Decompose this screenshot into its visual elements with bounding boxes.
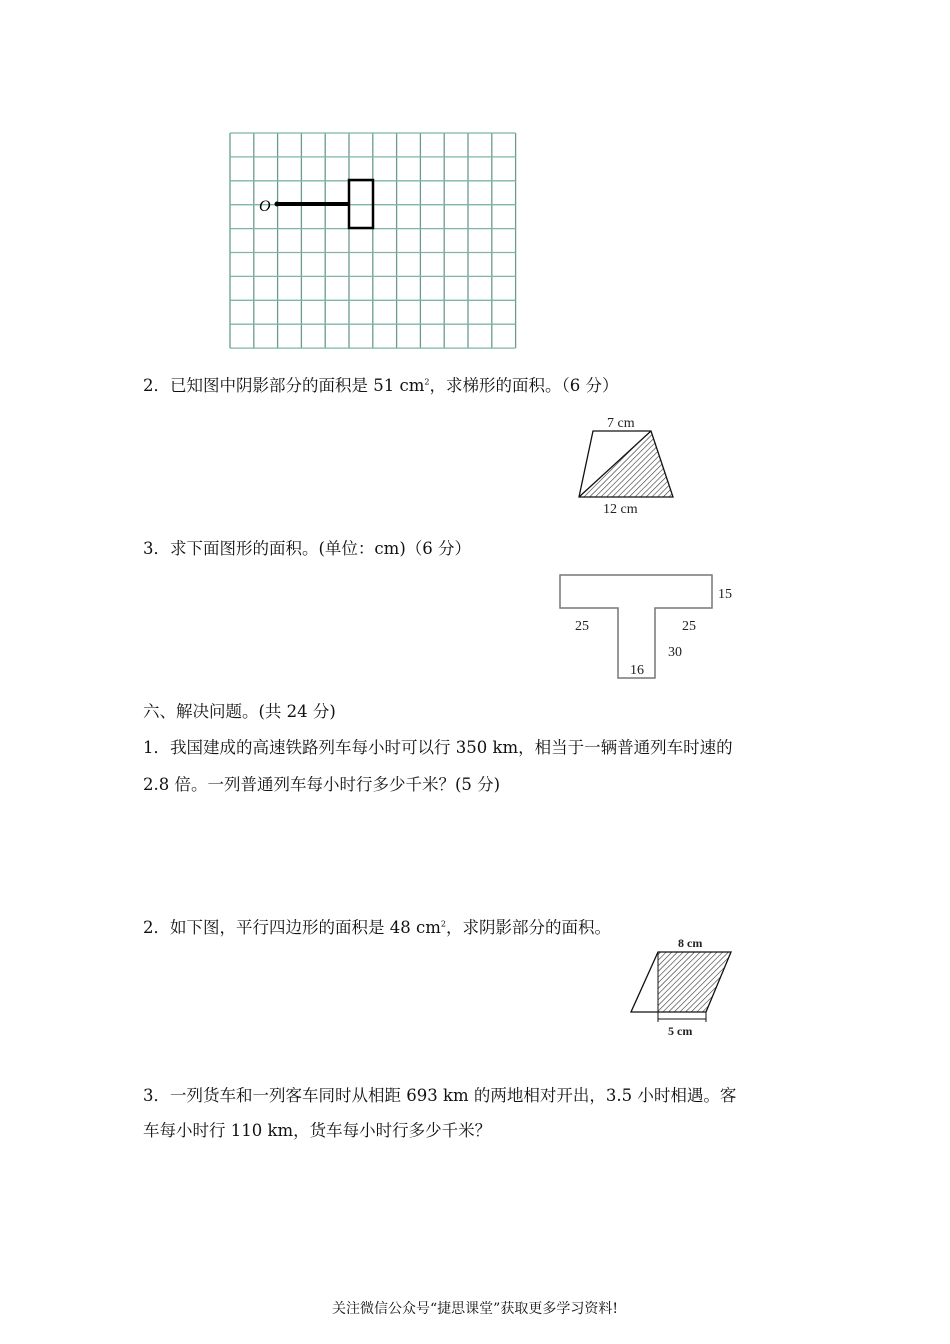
- t-shape-figure: [560, 575, 732, 678]
- footer-note: 关注微信公众号“捷思课堂”获取更多学习资料!: [332, 1301, 618, 1317]
- grid-figure: [230, 133, 516, 348]
- origin-label: O: [259, 198, 271, 215]
- question-6-1-line1: 1．我国建成的高速铁路列车每小时可以行 350 km，相当于一辆普通列车时速的: [143, 738, 733, 757]
- rectangle-shape: [349, 180, 373, 228]
- t-label-left: 25: [575, 619, 589, 634]
- trapezoid-figure: [579, 416, 673, 517]
- question-6-3-line2: 车每小时行 110 km，货车每小时行多少千米？: [143, 1121, 492, 1140]
- question-5-2: 2．已知图中阴影部分的面积是 51 $cm^2$，求梯形的面积。（6 分）: [143, 376, 619, 395]
- parallelogram-figure: [631, 936, 731, 1038]
- parallelogram-top-label: 8 cm: [678, 936, 703, 950]
- point-o: [275, 202, 280, 207]
- section-6-title: 六、解决问题。(共 24 分): [143, 702, 336, 721]
- parallelogram-bottom-label: 5 cm: [668, 1024, 693, 1038]
- question-6-3-line1: 3．一列货车和一列客车同时从相距 693 km 的两地相对开出，3.5 小时相遇。客: [143, 1086, 737, 1105]
- question-6-2: 2．如下图，平行四边形的面积是 48 $cm^2$，求阴影部分的面积。: [143, 918, 611, 937]
- t-label-right-25: 25: [682, 619, 696, 634]
- shaded-triangle: [579, 431, 673, 497]
- t-label-height: 30: [668, 645, 682, 660]
- trapezoid-bottom-label: 12 cm: [603, 502, 638, 517]
- t-label-width: 16: [630, 663, 644, 678]
- question-6-1-line2: 2.8 倍。一列普通列车每小时行多少千米？(5 分): [143, 775, 501, 794]
- trapezoid-top-label: 7 cm: [607, 416, 635, 431]
- question-5-3: 3．求下面图形的面积。(单位：cm)（6 分）: [143, 539, 472, 558]
- t-label-right: 15: [718, 587, 732, 602]
